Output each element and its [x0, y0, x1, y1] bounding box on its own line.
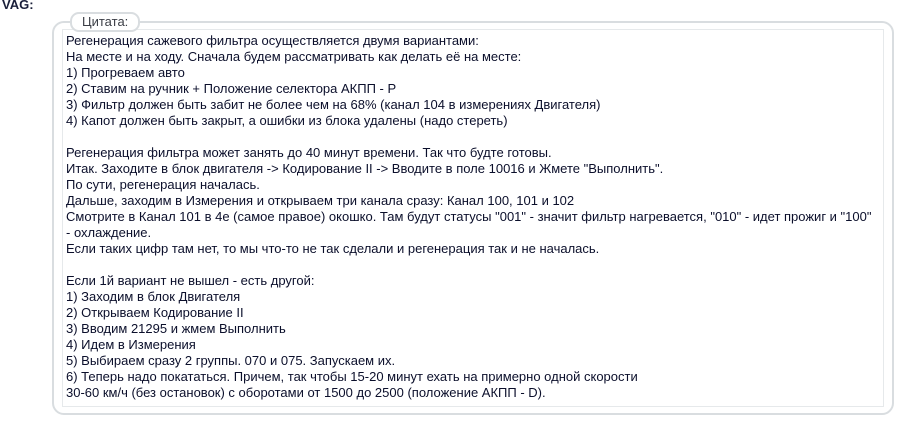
quote-text	[66, 33, 888, 401]
quote-line: Если таких цифр там нет, то мы что-то не так сделали и регенерация так и не началась.	[66, 241, 600, 256]
quote-line: - охлаждение.	[66, 225, 152, 240]
quote-line: На месте и на ходу. Сначала будем рассматривать как делать её на месте:	[66, 49, 522, 64]
quote-line: Регенерация фильтра может занять до 40 минут времени. Так что будте готовы.	[66, 145, 552, 160]
quote-line: 6) Теперь надо покататься. Причем, так чтобы 15-20 минут ехать на примерно одной скорости	[66, 369, 638, 384]
quote-blank-line	[66, 129, 888, 145]
quote-author: VAG:	[2, 0, 34, 12]
quote-line: По сути, регенерация началась.	[66, 177, 260, 192]
quote-line: 2) Открываем Кодирование II	[66, 305, 244, 320]
quote-line: 3) Вводим 21295 и жмем Выполнить	[66, 321, 286, 336]
quote-line: 1) Заходим в блок Двигателя	[66, 289, 241, 304]
quote-line: 3) Фильтр должен быть забит не более чем на 68% (канал 104 в измерениях Двигателя)	[66, 97, 601, 112]
quote-line: Смотрите в Канал 101 в 4е (самое правое) окошко. Там будут статусы "001" - значит фильтр нагревается, "010" - идет прожиг и "100"	[66, 209, 872, 224]
quote-line: Регенерация сажевого фильтра осуществляется двумя вариантами:	[66, 33, 479, 48]
quote-line: Дальше, заходим в Измерения и открываем три канала сразу: Канал 100, 101 и 102	[66, 193, 575, 208]
quote-line: 2) Ставим на ручник + Положение селектора АКПП - Р	[66, 81, 397, 96]
quote-line: 30-60 км/ч (без остановок) с оборотами от 1500 до 2500 (положение АКПП - D).	[66, 385, 546, 400]
quote-line: 4) Идем в Измерения	[66, 337, 196, 352]
quote-label: Цитата:	[70, 12, 140, 32]
quote-line: 5) Выбираем сразу 2 группы. 070 и 075. Запускаем их.	[66, 353, 396, 368]
quote-line: 4) Капот должен быть закрыт, а ошибки из блока удалены (надо стереть)	[66, 113, 508, 128]
quote-line: 1) Прогреваем авто	[66, 65, 185, 80]
quote-blank-line	[66, 257, 888, 273]
quote-line: Итак. Заходите в блок двигателя -> Кодирование II -> Вводите в поле 10016 и Жмете "Выполнить".	[66, 161, 664, 176]
quote-line: Если 1й вариант не вышел - есть другой:	[66, 273, 315, 288]
